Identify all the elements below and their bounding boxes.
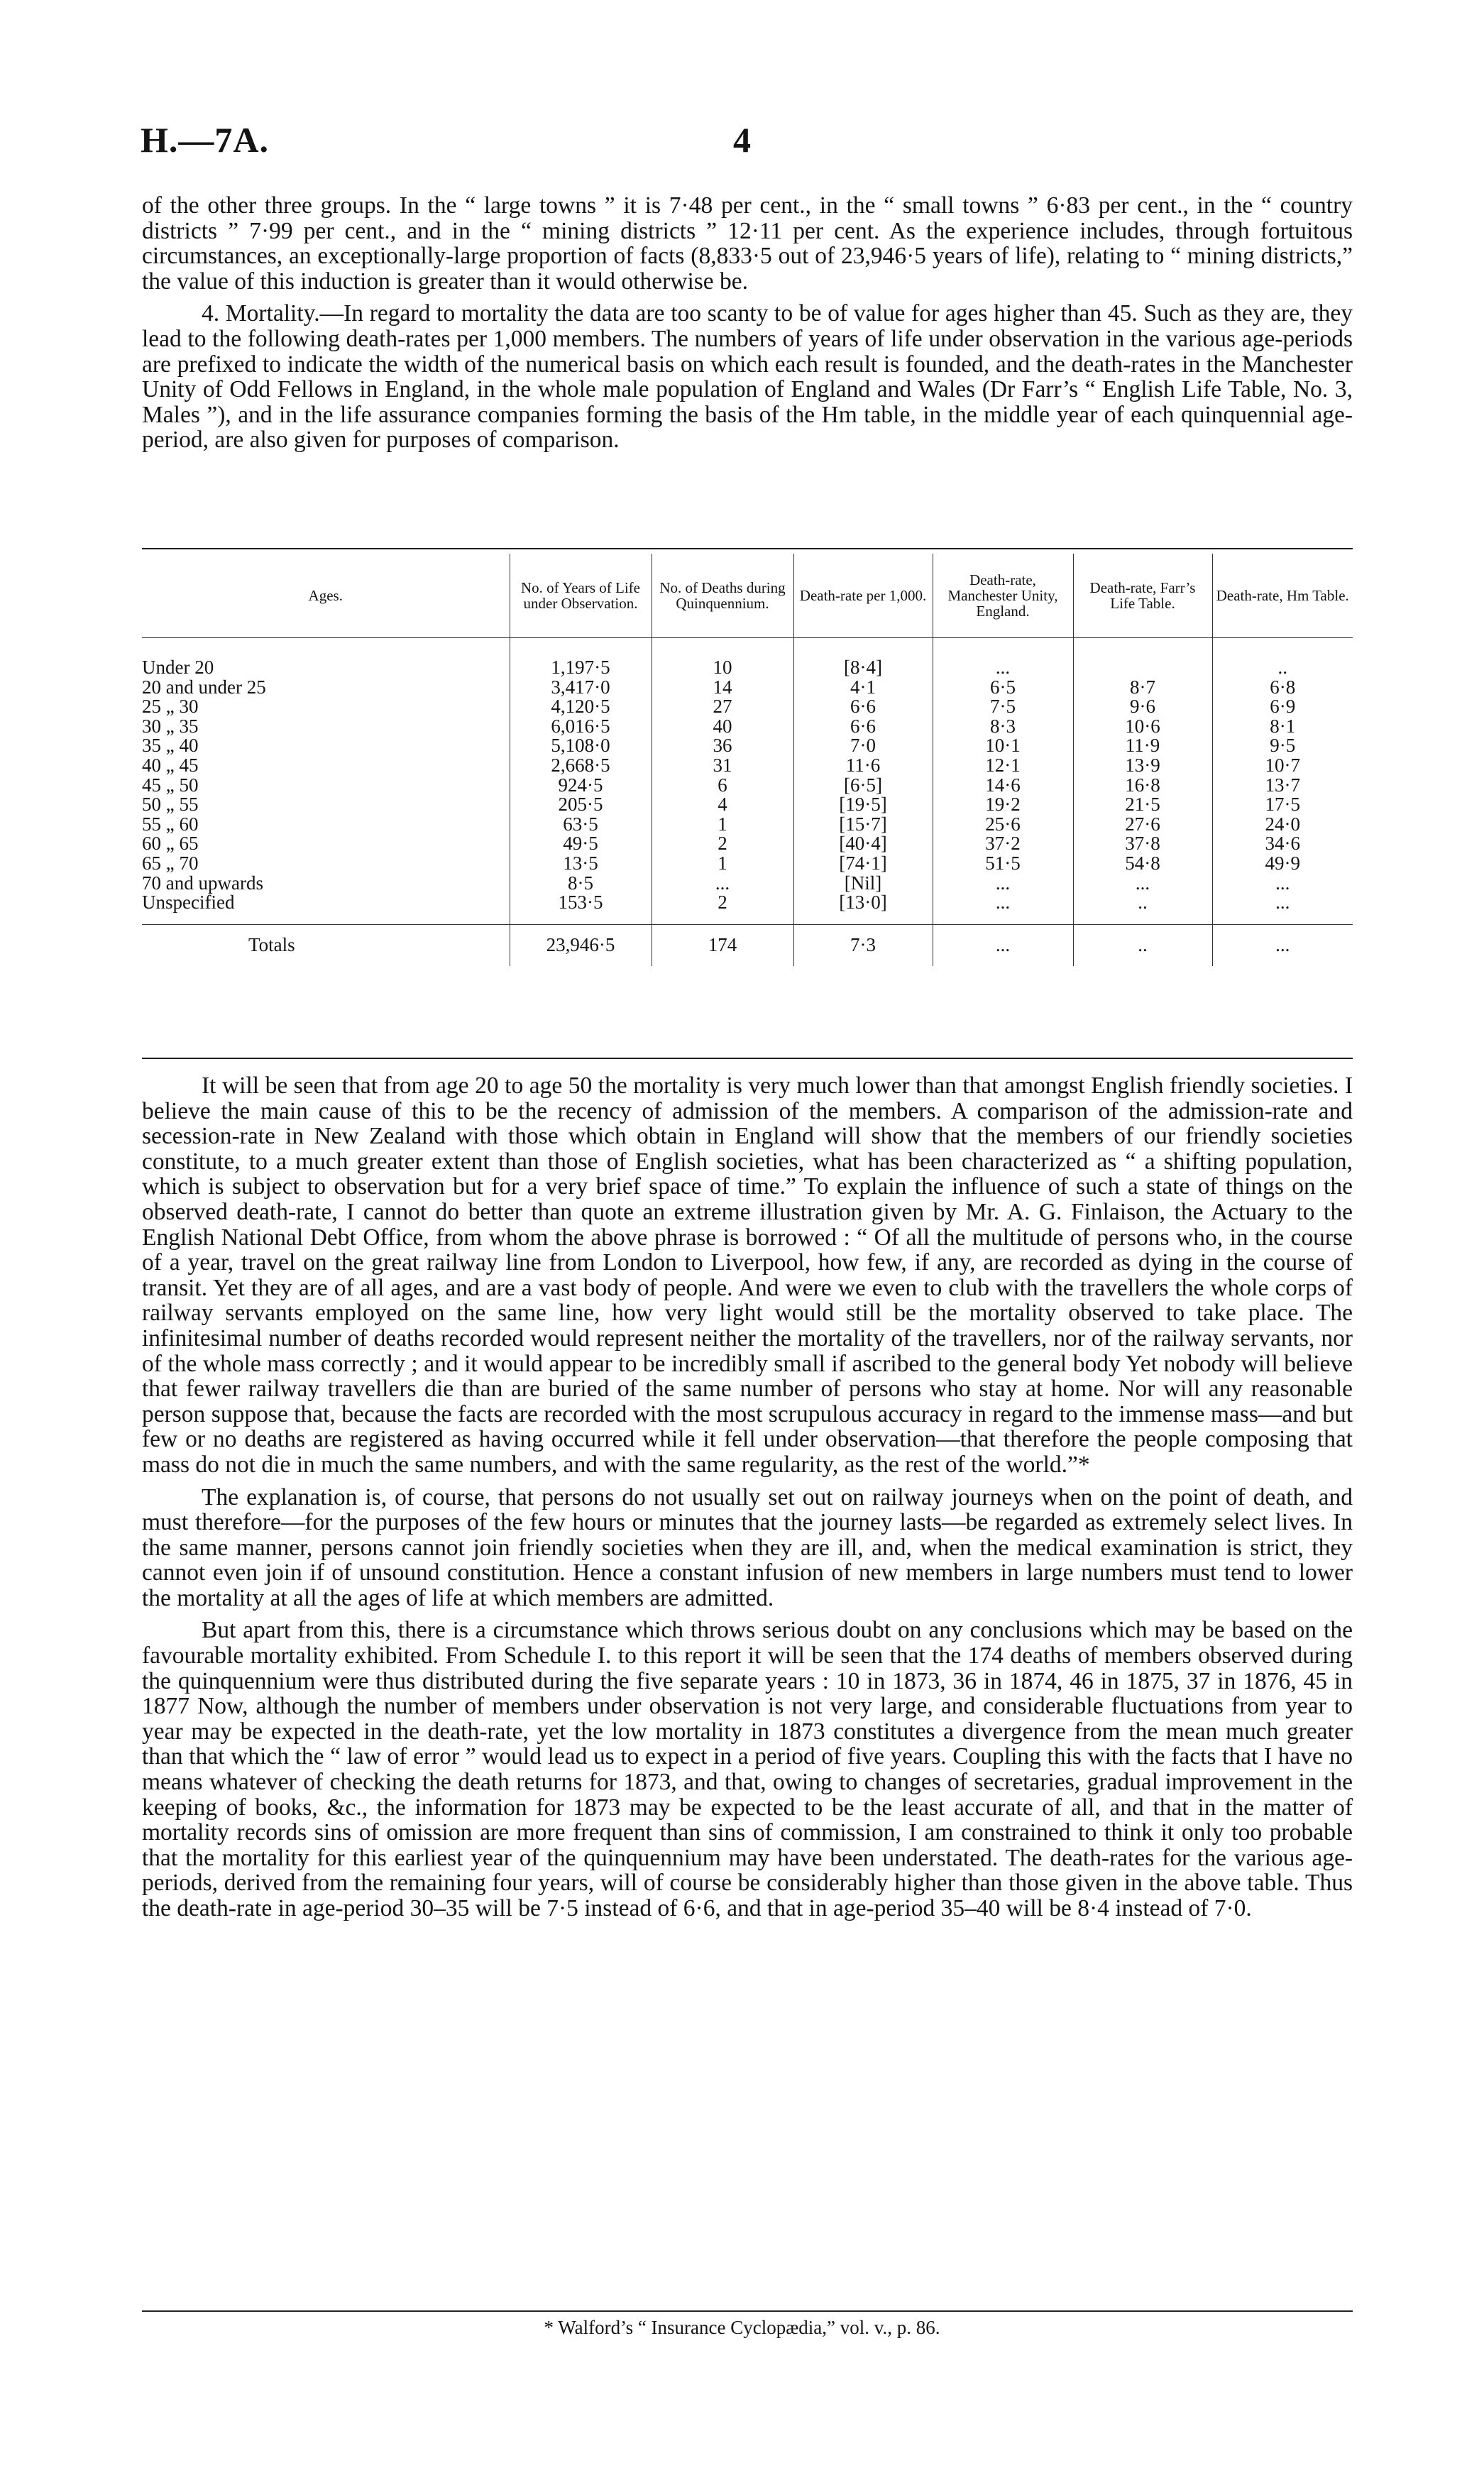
- table-row: [142, 678, 1353, 698]
- age-cell: 35 „ 40: [142, 735, 199, 757]
- table-top-rule: [142, 548, 1353, 549]
- deaths-cell: 1: [652, 815, 793, 835]
- farr-cell: 8·7: [1073, 678, 1212, 698]
- table-row: [142, 874, 1353, 894]
- hm-cell: 6·9: [1212, 697, 1353, 717]
- farr-cell: 10·6: [1073, 717, 1212, 737]
- farr-cell: [1073, 658, 1212, 678]
- rate-cell: 6·6: [793, 697, 933, 717]
- deaths-cell: 1: [652, 854, 793, 874]
- hm-cell: ..: [1212, 658, 1353, 678]
- totals-hm-cell: ...: [1212, 924, 1353, 966]
- col-header-rate: Death-rate per 1,000.: [793, 554, 933, 638]
- years-cell: 13·5: [510, 854, 652, 874]
- rate-cell: [40·4]: [793, 834, 933, 854]
- age-cell: 30 „ 35: [142, 715, 199, 737]
- paragraph: But apart from this, there is a circumstance which throws serious doubt on any conclusions which may be based on the favourable mortality exhibited. From Schedule I. to this report it will be seen that the 174 deaths of members observed during the quinquennium were thus distributed during the five separate years : 10 in 1873, 36 in 1874, 46 in 1875, 37 in 1876, 45 in 1877 Now, although the number of members under observation is not very large, and considerable fluctuations from year to year may be expected in the death-rate, yet the low mortality in 1873 constitutes a divergence from the mean much greater than that which the “ law of error ” would lead us to expect in a period of five years. Coupling this with the facts that I have no means whatever of checking the death returns for 1873, and that, owing to changes of secretaries, gradual improvement in the keeping of books, &c., the information for 1873 may be expected to be the least accurate of all, and that in the matter of mortality records sins of omission are more frequent than sins of commission, I am constrained to think it only too probable that the mortality for this earliest year of the quinquennium may have been understated. The death-rates for the various age-periods, derived from the remaining four years, will of course be considerably higher than those given in the above table. Thus the death-rate in age-period 30–35 will be 7·5 instead of 6·6, and that in age-period 35–40 will be 8·4 instead of 7·0.: [142, 1617, 1353, 1921]
- years-cell: 63·5: [510, 815, 652, 835]
- table-row: [142, 658, 1353, 678]
- col-header-manchester: Death-rate, Manchester Unity, England.: [933, 554, 1073, 638]
- mortality-table: [142, 554, 1353, 1056]
- manchester-cell: 6·5: [933, 678, 1073, 698]
- rate-cell: [19·5]: [793, 795, 933, 815]
- totals-farr-cell: ..: [1073, 924, 1212, 966]
- rate-cell: [13·0]: [793, 893, 933, 913]
- hm-cell: 9·5: [1212, 736, 1353, 756]
- years-cell: 205·5: [510, 795, 652, 815]
- paragraph: The explanation is, of course, that persons do not usually set out on railway journeys when on the point of death, and must therefore—for the purposes of the few hours or minutes that the journey lasts—be regarded as extremely select lives. In the same manner, persons cannot join friendly societies when they are ill, and, when the medical examination is strict, they cannot even join if of unsound constitution. Hence a constant infusion of new members in large numbers must tend to lower the mortality at all the ages of life at which members are admitted.: [142, 1483, 1353, 1611]
- deaths-cell: 27: [652, 697, 793, 717]
- totals-years-cell: 23,946·5: [510, 924, 652, 966]
- table-row: [142, 756, 1353, 776]
- farr-cell: 54·8: [1073, 854, 1212, 874]
- rate-cell: [8·4]: [793, 658, 933, 678]
- deaths-cell: 6: [652, 776, 793, 796]
- age-cell: 40 „ 45: [142, 754, 199, 776]
- intro-text: [142, 193, 1353, 453]
- col-header-farr: Death-rate, Farr’s Life Table.: [1073, 554, 1212, 638]
- table-row: [142, 795, 1353, 815]
- table-bottom-rule: [142, 1058, 1353, 1059]
- deaths-cell: 14: [652, 678, 793, 698]
- farr-cell: 21·5: [1073, 795, 1212, 815]
- deaths-cell: 4: [652, 795, 793, 815]
- table-row: [142, 717, 1353, 737]
- manchester-cell: 12·1: [933, 756, 1073, 776]
- manchester-cell: 25·6: [933, 815, 1073, 835]
- farr-cell: 9·6: [1073, 697, 1212, 717]
- col-header-hm: Death-rate, Hm Table.: [1212, 554, 1353, 638]
- deaths-cell: 10: [652, 658, 793, 678]
- age-cell: 20 and under 25: [142, 676, 266, 698]
- hm-cell: ...: [1212, 874, 1353, 894]
- table-row: [142, 697, 1353, 717]
- age-cell: Under 20: [142, 657, 214, 678]
- totals-manchester-cell: ...: [933, 924, 1073, 966]
- manchester-cell: 14·6: [933, 776, 1073, 796]
- manchester-cell: 10·1: [933, 736, 1073, 756]
- rate-cell: 11·6: [793, 756, 933, 776]
- hm-cell: 17·5: [1212, 795, 1353, 815]
- age-cell: 50 „ 55: [142, 794, 199, 816]
- farr-cell: ...: [1073, 874, 1212, 894]
- years-cell: 5,108·0: [510, 736, 652, 756]
- farr-cell: 27·6: [1073, 815, 1212, 835]
- table-row: [142, 815, 1353, 835]
- deaths-cell: 40: [652, 717, 793, 737]
- deaths-cell: 36: [652, 736, 793, 756]
- manchester-cell: 8·3: [933, 717, 1073, 737]
- paragraph: of the other three groups. In the “ large towns ” it is 7·48 per cent., in the “ small towns ” 6·83 per cent., in the “ country districts ” 7·99 per cent., and in the “ mining districts ” 12·11 per cent. As the experience includes, through fortuitous circumstances, an exceptionally-large proportion of facts (8,833·5 out of 23,946·5 years of life), relating to “ mining districts,” the value of this induction is greater than it would otherwise be.: [142, 192, 1353, 295]
- col-header-ages: Ages.: [142, 554, 510, 638]
- rate-cell: [15·7]: [793, 815, 933, 835]
- hm-cell: 6·8: [1212, 678, 1353, 698]
- hm-cell: 13·7: [1212, 776, 1353, 796]
- footnote: * Walford’s “ Insurance Cyclopædia,” vol. v., p. 86.: [544, 2317, 940, 2338]
- paragraph-mortality: 4. Mortality.—In regard to mortality the data are too scanty to be of value for ages higher than 45. Such as they are, they lead to the following death-rates per 1,000 members. The numbers of years of life under observation in the various age-periods are prefixed to indicate the width of the numerical basis on which each result is founded, and the death-rates in the Manchester Unity of Odd Fellows in England, in the whole male population of England and Wales (Dr Farr’s “ English Life Table, No. 3, Males ”), and in the life assurance companies forming the basis of the Hm table, in the middle year of each quinquennial age-period, are also given for purposes of comparison.: [142, 300, 1353, 454]
- commentary-text: [142, 1073, 1353, 1921]
- farr-cell: ..: [1073, 893, 1212, 913]
- hm-cell: 24·0: [1212, 815, 1353, 835]
- hm-cell: 10·7: [1212, 756, 1353, 776]
- years-cell: 924·5: [510, 776, 652, 796]
- manchester-cell: ...: [933, 874, 1073, 894]
- hm-cell: 34·6: [1212, 834, 1353, 854]
- farr-cell: 16·8: [1073, 776, 1212, 796]
- table-row: [142, 893, 1353, 913]
- hm-cell: 8·1: [1212, 717, 1353, 737]
- manchester-cell: 7·5: [933, 697, 1073, 717]
- rate-cell: 6·6: [793, 717, 933, 737]
- footnote-rule: [142, 2310, 1353, 2312]
- deaths-cell: ...: [652, 874, 793, 894]
- col-header-years: No. of Years of Life under Observation.: [510, 554, 652, 638]
- age-cell: Unspecified: [142, 892, 235, 914]
- table-row: [142, 736, 1353, 756]
- years-cell: 2,668·5: [510, 756, 652, 776]
- manchester-cell: 19·2: [933, 795, 1073, 815]
- years-cell: 6,016·5: [510, 717, 652, 737]
- age-cell: 25 „ 30: [142, 696, 199, 718]
- age-cell: 60 „ 65: [142, 833, 199, 855]
- totals-rate-cell: 7·3: [793, 924, 933, 966]
- table-row: [142, 834, 1353, 854]
- hm-cell: 49·9: [1212, 854, 1353, 874]
- table-row: [142, 776, 1353, 796]
- col-header-deaths: No. of Deaths during Quinquennium.: [652, 554, 793, 638]
- years-cell: 4,120·5: [510, 697, 652, 717]
- deaths-cell: 2: [652, 893, 793, 913]
- totals-deaths-cell: 174: [652, 924, 793, 966]
- years-cell: 8·5: [510, 874, 652, 894]
- manchester-cell: 37·2: [933, 834, 1073, 854]
- age-cell: 70 and upwards: [142, 872, 263, 894]
- farr-cell: 13·9: [1073, 756, 1212, 776]
- farr-cell: 37·8: [1073, 834, 1212, 854]
- age-cell: 45 „ 50: [142, 774, 199, 796]
- rate-cell: [74·1]: [793, 854, 933, 874]
- table-row: [142, 854, 1353, 874]
- manchester-cell: 51·5: [933, 854, 1073, 874]
- deaths-cell: 2: [652, 834, 793, 854]
- farr-cell: 11·9: [1073, 736, 1212, 756]
- totals-label: Totals: [248, 933, 295, 955]
- years-cell: 3,417·0: [510, 678, 652, 698]
- rate-cell: 4·1: [793, 678, 933, 698]
- rate-cell: [6·5]: [793, 776, 933, 796]
- age-cell: 65 „ 70: [142, 852, 199, 874]
- totals-row: [142, 924, 1353, 966]
- years-cell: 153·5: [510, 893, 652, 913]
- manchester-cell: ...: [933, 893, 1073, 913]
- years-cell: 1,197·5: [510, 658, 652, 678]
- page-number: 4: [733, 120, 751, 160]
- age-cell: 55 „ 60: [142, 813, 199, 835]
- hm-cell: ...: [1212, 893, 1353, 913]
- years-cell: 49·5: [510, 834, 652, 854]
- paragraph: It will be seen that from age 20 to age 50 the mortality is very much lower than that amongst English friendly societies. I believe the main cause of this to be the recency of admission of the members. A comparison of the admission-rate and secession-rate in New Zealand with those which obtain in England will show that the members of our friendly societies constitute, to a much greater extent than those of English societies, what has been characterized as “ a shifting population, which is subject to observation but for a very brief space of time.” To explain the influence of such a state of things on the observed death-rate, I cannot do better than quote an extreme illustration given by Mr. A. G. Finlaison, the Actuary to the English National Debt Office, from whom the above phrase is borrowed : “ Of all the multitude of persons who, in the course of a year, travel on the great railway line from London to Liverpool, how few, if any, are recorded as dying in the course of transit. Yet they are of all ages, and are a vast body of people. And were we even to club with the travellers the whole corps of railway servants employed on the same line, how very light would still be the mortality observed to take place. The infinitesimal number of deaths recorded would represent neither the mortality of the travellers, nor of the railway servants, nor of the whole mass correctly ; and it would appear to be incredibly small if ascribed to the general body Yet nobody will believe that fewer railway travellers die than are buried of the same number of persons who stay at home. Nor will any reasonable person suppose that, because the facts are recorded with the most scrupulous accuracy in regard to the immense mass—and but few or no deaths are registered as having occurred while it fell under observation—that therefore the people composing that mass do not die in much the same numbers, and with the same regularity, as the rest of the world.”*: [142, 1073, 1353, 1478]
- page-header: [141, 119, 1343, 162]
- deaths-cell: 31: [652, 756, 793, 776]
- page-reference: H.—7A.: [141, 120, 269, 160]
- manchester-cell: ...: [933, 658, 1073, 678]
- rate-cell: 7·0: [793, 736, 933, 756]
- rate-cell: [Nil]: [793, 874, 933, 894]
